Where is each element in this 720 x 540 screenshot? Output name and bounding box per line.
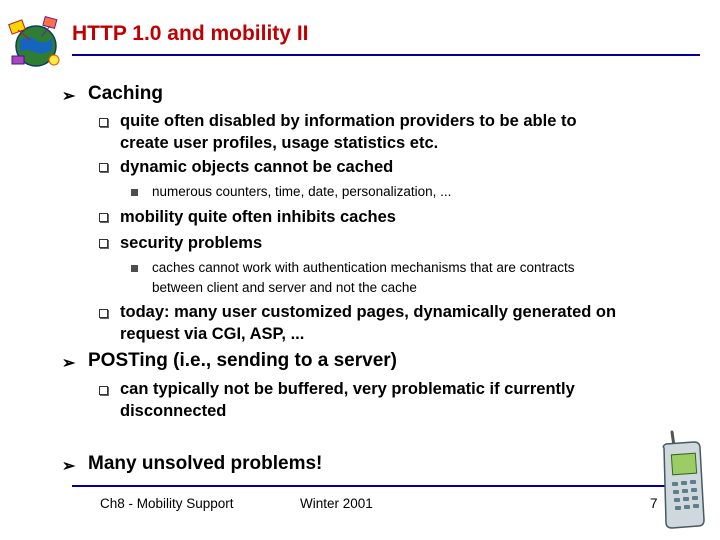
caching-item-1-line1: quite often disabled by information providers to be able to (120, 112, 577, 130)
caching-item-2: dynamic objects cannot be cached (120, 158, 394, 176)
caching-item-1-line2: create user profiles, usage statistics etc. (120, 134, 439, 152)
mobile-phone-icon (650, 430, 710, 530)
arrow-bullet-icon: ➢ (62, 458, 76, 475)
caching-item-4-sub-line1: caches cannot work with authentication mechanisms that are contracts (152, 260, 575, 275)
checkbox-bullet-icon (99, 118, 108, 127)
checkbox-bullet-icon (99, 239, 108, 248)
footer-date: Winter 2001 (300, 496, 373, 511)
title-divider (72, 54, 700, 56)
caching-item-5-line2: request via CGI, ASP, ... (120, 325, 305, 343)
arrow-bullet-icon: ➢ (62, 355, 76, 372)
checkbox-bullet-icon (99, 213, 108, 222)
footer-page-number: 7 (650, 496, 658, 511)
square-bullet-icon (131, 265, 138, 272)
bullet-posting: POSTing (i.e., sending to a server) (88, 350, 398, 371)
posting-item-1-line2: disconnected (120, 402, 227, 420)
caching-item-2-sub: numerous counters, time, date, personalization, ... (152, 184, 452, 199)
footer-divider (72, 485, 700, 487)
slide-title: HTTP 1.0 and mobility II (72, 22, 309, 45)
square-bullet-icon (131, 189, 138, 196)
caching-item-5-line1: today: many user customized pages, dynamically generated on (120, 303, 617, 321)
caching-item-3: mobility quite often inhibits caches (120, 208, 396, 226)
footer-chapter: Ch8 - Mobility Support (100, 496, 234, 511)
caching-item-4-sub-line2: between client and server and not the cache (152, 280, 417, 295)
caching-item-4: security problems (120, 234, 263, 252)
globe-logo-icon (6, 14, 64, 72)
posting-item-1-line1: can typically not be buffered, very problematic if currently (120, 380, 575, 398)
checkbox-bullet-icon (99, 309, 108, 318)
bullet-unsolved: Many unsolved problems! (88, 453, 323, 474)
checkbox-bullet-icon (99, 163, 108, 172)
bullet-caching: Caching (88, 83, 163, 104)
arrow-bullet-icon: ➢ (62, 88, 76, 105)
checkbox-bullet-icon (99, 386, 108, 395)
